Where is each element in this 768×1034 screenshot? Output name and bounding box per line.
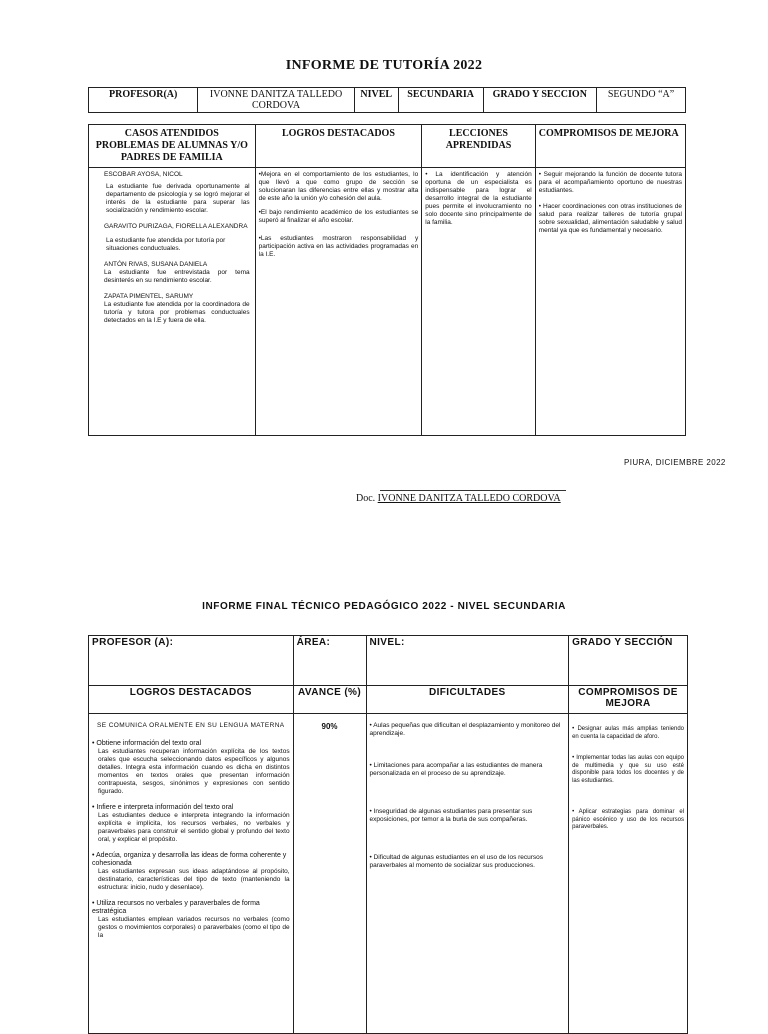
col-logros-destacados: LOGROS DESTACADOS — [89, 686, 294, 714]
logro-text: Las estudiantes expresan sus ideas adaptándose al propósito, destinatario, características del tipo de texto (manteniendo la estructura: inicio, nudo y desenlace). — [98, 868, 290, 891]
area-field-label: ÁREA: — [293, 636, 366, 686]
tecnico-logro-item — [92, 804, 290, 844]
leccion-item: • La identificación y atención oportuna de un especialista es indispensable para lograr el desarrollo integral de la estudiante pues permite el involucramiento no solo docente sino principalmente de la familia. — [425, 171, 532, 226]
grado-value: SEGUNDO “A” — [597, 88, 686, 113]
logro-item: •El bajo rendimiento académico de los estudiantes se superó al finalizar el año escolar. — [258, 209, 419, 224]
dificultad-item: • Limitaciones para acompañar a las estudiantes de manera personalizada en el proceso de su aprendizaje. — [369, 762, 543, 777]
dificultades-cell — [366, 714, 569, 1034]
logros-cell — [255, 168, 422, 436]
caso-name: ESCOBAR AYOSA, NICOL — [104, 171, 183, 178]
logro-head: • Infiere e interpreta información del texto oral — [92, 804, 234, 811]
nivel-value: SECUNDARIA — [398, 88, 483, 113]
tecnico-compromiso-item: • Implementar todas las aulas con equipo de multimedia y que su uso esté disponible para todos los docentes y de las estudiantes. — [572, 755, 684, 784]
logro-text: Las estudiantes deduce e interpreta integrando la información explícita e implícita, los recursos verbales, no verbales y paraverbales para construir el sentido global y profundo del texto oral, y explicar el propósito. — [98, 812, 290, 843]
tecnico-logro-item — [92, 900, 290, 940]
logro-head: • Adecúa, organiza y desarrolla las ideas de forma coherente y cohesionada — [92, 852, 287, 867]
avance-value: 90% — [293, 714, 366, 1034]
caso-name: ANTÓN RIVAS, SUSANA DANIELA — [104, 261, 208, 268]
lecciones-cell — [422, 168, 535, 436]
col-lecciones: LECCIONES APRENDIDAS — [422, 125, 535, 168]
tutoria-header-table — [88, 87, 686, 113]
signature-line — [380, 490, 566, 491]
tecnico-title: INFORME FINAL TÉCNICO PEDAGÓGICO 2022 - NIVEL SECUNDARIA — [202, 601, 566, 612]
col-casos: CASOS ATENDIDOS PROBLEMAS DE ALUMNAS Y/O PADRES DE FAMILIA — [89, 125, 256, 168]
tutoria-main-table — [88, 124, 686, 436]
casos-cell — [89, 168, 256, 436]
logro-head: • Utiliza recursos no verbales y paraverbales de forma estratégica — [92, 900, 260, 915]
nivel-label: NIVEL — [354, 88, 398, 113]
profesor-label: PROFESOR(A) — [89, 88, 198, 113]
grado-label: GRADO Y SECCION — [483, 88, 596, 113]
col-avance: AVANCE (%) — [293, 686, 366, 714]
grado-field-label: GRADO Y SECCIÓN — [569, 636, 688, 686]
caso-name: ZAPATA PIMENTEL, SARUMY — [104, 293, 194, 300]
caso-item — [92, 261, 252, 285]
caso-item — [92, 223, 252, 253]
profesor-name: IVONNE DANITZA TALLEDO CORDOVA — [198, 88, 354, 113]
col-compromisos: COMPROMISOS DE MEJORA — [535, 125, 685, 168]
compromiso-item: • Seguir mejorando la función de docente tutora para el acompañamiento oportuno de nuestras estudiantes. — [538, 171, 682, 194]
signature-name: IVONNE DANITZA TALLEDO CORDOVA — [377, 493, 561, 504]
tecnico-logro-item — [92, 740, 290, 796]
place-date: PIURA, DICIEMBRE 2022 — [624, 458, 726, 467]
dificultad-item: • Inseguridad de algunas estudiantes para presentar sus exposiciones, por temor a la burla de sus compañeras. — [369, 808, 533, 823]
tecnico-logro-item — [92, 852, 290, 892]
compromiso-item: • Hacer coordinaciones con otras instituciones de salud para realizar talleres de tutoría grupal sobre sexualidad, alimentación saludable y salud mental ya que es fundamental y necesario. — [538, 203, 682, 234]
col-dificultades: DIFICULTADES — [366, 686, 569, 714]
logro-text: Las estudiantes recuperan información explícita de los textos orales que escucha seleccionando datos específicos y algunos detalles. Integra esta información cuando es dicha en distintos momentos en textos orales que presentan información contrapuesta, sesgos, sinónimos y expresiones con sentido figurado. — [98, 748, 290, 795]
caso-text: La estudiante fue atendida por la coordinadora de tutoría y tutora por problemas conductuales detectados en la I.E y fuera de ella. — [104, 301, 250, 324]
caso-item — [92, 293, 252, 325]
tecnico-compromiso-item: • Designar aulas más amplias teniendo en cuenta la capacidad de aforo. — [572, 726, 684, 740]
compromisos-cell — [535, 168, 685, 436]
caso-text: La estudiante fue atendida por tutoría por situaciones conductuales. — [106, 237, 226, 252]
caso-item — [92, 171, 252, 215]
nivel-field-label: NIVEL: — [366, 636, 569, 686]
col-compromisos-mejora: COMPROMISOS DE MEJORA — [569, 686, 688, 714]
caso-text: La estudiante fue entrevistada por tema desinterés en su rendimiento escolar. — [104, 269, 250, 284]
dificultad-item: • Dificultad de algunas estudiantes en el uso de los recursos paraverbales al momento de socializar sus producciones. — [369, 854, 544, 869]
tecnico-table — [88, 635, 688, 1034]
tecnico-compromisos-cell — [569, 714, 688, 1034]
caso-name: GARAVITO PURIZAGA, FIORELLA ALEXANDRA — [104, 223, 248, 230]
dificultad-item: • Aulas pequeñas que dificultan el desplazamiento y monitoreo del aprendizaje. — [369, 722, 561, 737]
tecnico-compromiso-item: • Aplicar estrategias para dominar el pánico escénico y uso de los recursos paraverbales. — [572, 809, 684, 830]
competencia: SE COMUNICA ORALMENTE EN SU LENGUA MATERNA — [97, 722, 285, 729]
tutoria-title: INFORME DE TUTORÍA 2022 — [285, 58, 483, 73]
logro-item: •Las estudiantes mostraron responsabilidad y participación activa en las actividades programadas en la I.E. — [258, 235, 419, 258]
logro-item: •Mejora en el comportamiento de los estudiantes, lo que llevó a que como grupo de sección se solucionaran las diferencias entre ellas y mostrar alta de este año la unión y/o cohesión del aula. — [258, 171, 419, 202]
col-logros: LOGROS DESTACADOS — [255, 125, 422, 168]
signature-prefix: Doc. — [356, 493, 376, 504]
tecnico-logros-cell — [89, 714, 294, 1034]
signature — [356, 493, 561, 504]
logro-head: • Obtiene información del texto oral — [92, 740, 202, 747]
logro-text: Las estudiantes emplean variados recursos no verbales (como gestos o movimientos corporales) o paraverbales (como el tipo de la — [98, 916, 290, 939]
profesor-field-label: PROFESOR (A): — [89, 636, 294, 686]
caso-text: La estudiante fue derivada oportunamente al departamento de psicología y se logró mejorar el interés de la estudiante para superar las socialización y rendimiento escolar. — [106, 183, 250, 214]
